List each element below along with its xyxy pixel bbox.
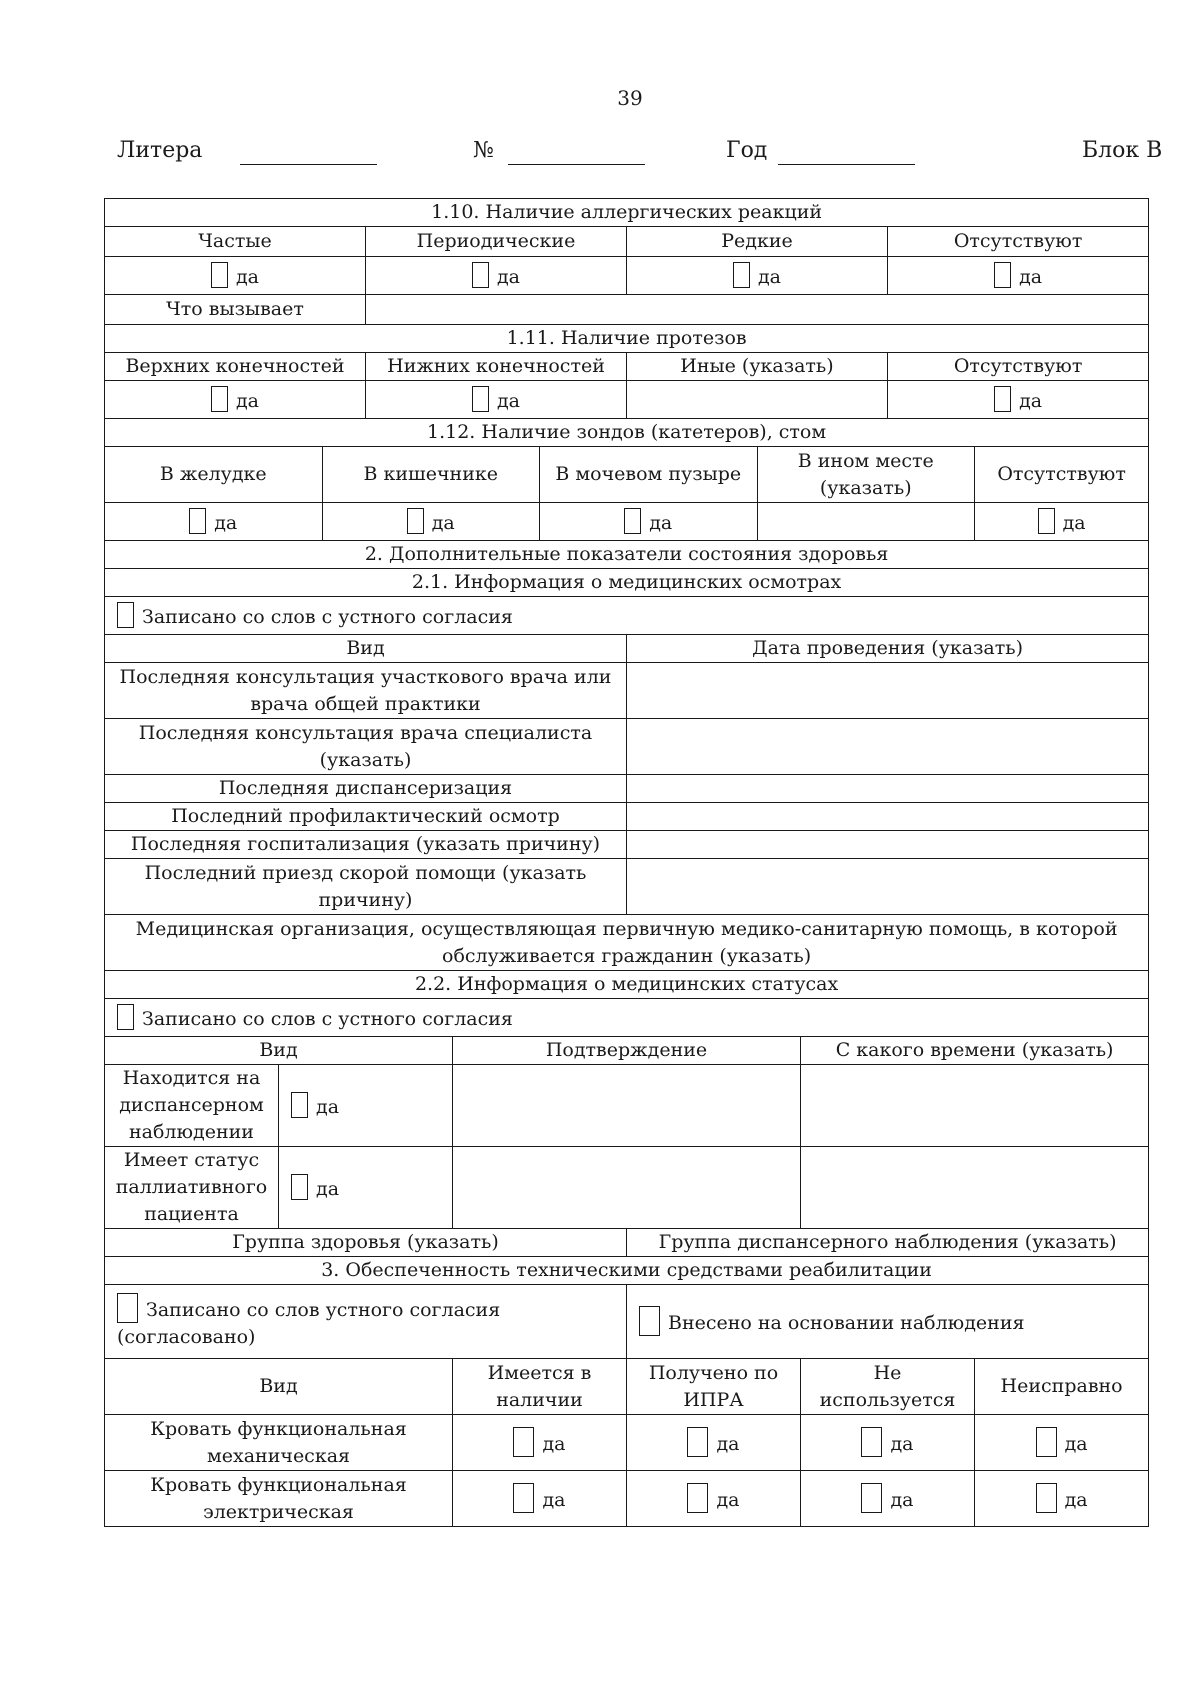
- allergy-absent-cell: [888, 257, 1149, 295]
- allergy-periodic-cell: [366, 257, 627, 295]
- exams-header-row: [105, 635, 1149, 663]
- year-input[interactable]: [778, 164, 915, 165]
- checkbox-label: да: [542, 1489, 566, 1511]
- litera-label: Литера: [117, 138, 203, 163]
- statuses-section-title: 2.2. Информация о медицинских статусах: [105, 971, 1149, 999]
- checkbox-label: да: [496, 265, 521, 288]
- statuses-consent-cell: [105, 999, 1149, 1037]
- prosthesis-lower-cell: [366, 381, 627, 419]
- prosthesis-checkbox-row: [105, 381, 1149, 419]
- exams-row: [105, 859, 1149, 915]
- checkbox-label: да: [649, 511, 673, 534]
- checkbox-label: да: [1064, 1433, 1088, 1455]
- probes-stomach-checkbox[interactable]: [189, 508, 206, 534]
- probes-absent-checkbox[interactable]: [1038, 508, 1055, 534]
- rehab-faulty-cell: [975, 1471, 1149, 1527]
- rehab-section-title-row: [105, 1257, 1149, 1285]
- allergy-frequent-cell: [105, 257, 366, 295]
- exams-col-date: Дата проведения (указать): [627, 635, 1149, 663]
- exams-row-date-input[interactable]: [627, 719, 1149, 775]
- prosthesis-section-title: 1.11. Наличие протезов: [105, 325, 1149, 353]
- allergy-rare-cell: [627, 257, 888, 295]
- allergy-col-absent: Отсутствуют: [888, 227, 1149, 257]
- statuses-col-since: С какого времени (указать): [801, 1037, 1149, 1065]
- rehab-unused-checkbox[interactable]: [861, 1483, 882, 1513]
- rehab-available-checkbox[interactable]: [513, 1483, 534, 1513]
- statuses-since-input[interactable]: [801, 1147, 1149, 1229]
- dispensary-group-field[interactable]: Группа диспансерного наблюдения (указать): [627, 1229, 1149, 1257]
- checkbox-label: да: [496, 389, 521, 412]
- checkbox-label: да: [757, 265, 782, 288]
- exams-consent-label: Записано со слов с устного согласия: [142, 605, 513, 628]
- rehab-received-checkbox[interactable]: [687, 1427, 708, 1457]
- checkbox-label: да: [235, 265, 260, 288]
- probes-stomach-cell: [105, 503, 323, 541]
- probes-bladder-cell: [540, 503, 758, 541]
- rehab-consent-row: [105, 1285, 1149, 1359]
- prosthesis-col-other: Иные (указать): [627, 353, 888, 381]
- rehab-col-faulty: Неисправно: [975, 1359, 1149, 1415]
- probes-col-bladder: В мочевом пузыре: [540, 447, 758, 503]
- probes-intestine-cell: [322, 503, 540, 541]
- exams-row: [105, 775, 1149, 803]
- number-input[interactable]: [508, 164, 645, 165]
- exams-row: [105, 663, 1149, 719]
- exams-row-label: Последняя госпитализация (указать причину): [105, 831, 627, 859]
- statuses-dispensary-checkbox[interactable]: [291, 1092, 308, 1118]
- rehab-faulty-cell: [975, 1415, 1149, 1471]
- allergy-section-title: 1.10. Наличие аллергических реакций: [105, 199, 1149, 227]
- checkbox-label: да: [716, 1433, 740, 1455]
- statuses-row: [105, 1065, 1149, 1147]
- statuses-confirm-cell: [279, 1147, 453, 1229]
- prosthesis-absent-checkbox[interactable]: [994, 386, 1011, 412]
- assessment-form-table: [104, 198, 1149, 1527]
- exams-section-title: 2.1. Информация о медицинских осмотрах: [105, 569, 1149, 597]
- allergy-checkbox-row: [105, 257, 1149, 295]
- allergy-cause-input[interactable]: [366, 295, 1149, 325]
- checkbox-label: да: [214, 511, 238, 534]
- probes-col-absent: Отсутствуют: [975, 447, 1149, 503]
- checkbox-label: да: [316, 1177, 340, 1200]
- statuses-confirm-cell: [279, 1065, 453, 1147]
- litera-input[interactable]: [240, 164, 377, 165]
- rehab-row: [105, 1471, 1149, 1527]
- rehab-received-checkbox[interactable]: [687, 1483, 708, 1513]
- probes-absent-cell: [975, 503, 1149, 541]
- rehab-col-unused: Не используется: [801, 1359, 975, 1415]
- exams-row-date-input[interactable]: [627, 859, 1149, 915]
- rehab-consent-oral-label: Записано со слов устного согласия: [146, 1298, 501, 1321]
- rehab-consent-observed-checkbox[interactable]: [639, 1306, 660, 1336]
- prosthesis-lower-checkbox[interactable]: [472, 386, 489, 412]
- allergy-cause-row: [105, 295, 1149, 325]
- exams-row-label: Последняя консультация участкового врача или врача общей практики: [105, 663, 627, 719]
- allergy-cause-label: Что вызывает: [105, 295, 366, 325]
- prosthesis-absent-cell: [888, 381, 1149, 419]
- statuses-header-row: [105, 1037, 1149, 1065]
- exams-consent-checkbox[interactable]: [117, 602, 134, 628]
- statuses-col-type: Вид: [105, 1037, 453, 1065]
- prosthesis-col-upper: Верхних конечностей: [105, 353, 366, 381]
- prosthesis-upper-cell: [105, 381, 366, 419]
- rehab-available-cell: [453, 1471, 627, 1527]
- rehab-available-cell: [453, 1415, 627, 1471]
- checkbox-label: да: [542, 1433, 566, 1455]
- rehab-consent-oral-note: (согласовано): [117, 1325, 256, 1348]
- exams-row-label: Последняя диспансеризация: [105, 775, 627, 803]
- statuses-confirm-spacer: [453, 1147, 801, 1229]
- health-section-title: 2. Дополнительные показатели состояния здоровья: [105, 541, 1149, 569]
- probes-col-stomach: В желудке: [105, 447, 323, 503]
- rehab-col-received: Получено по ИПРА: [627, 1359, 801, 1415]
- exams-row-label: Последняя консультация врача специалиста (указать): [105, 719, 627, 775]
- rehab-row-label: Кровать функциональная электрическая: [105, 1471, 453, 1527]
- statuses-confirm-spacer: [453, 1065, 801, 1147]
- checkbox-label: да: [890, 1433, 914, 1455]
- statuses-consent-row: [105, 999, 1149, 1037]
- allergy-col-frequent: Частые: [105, 227, 366, 257]
- rehab-consent-oral-checkbox[interactable]: [117, 1293, 138, 1323]
- exams-organization-field[interactable]: Медицинская организация, осуществляющая первичную медико-санитарную помощь, в которой обслуживается гражданин (указать): [105, 915, 1149, 971]
- rehab-received-cell: [627, 1415, 801, 1471]
- exams-row: [105, 803, 1149, 831]
- rehab-col-available: Имеется в наличии: [453, 1359, 627, 1415]
- allergy-col-periodic: Периодические: [366, 227, 627, 257]
- statuses-consent-checkbox[interactable]: [117, 1004, 134, 1030]
- probes-other-input[interactable]: [757, 503, 975, 541]
- exams-row: [105, 831, 1149, 859]
- statuses-section-title-row: [105, 971, 1149, 999]
- exams-col-type: Вид: [105, 635, 627, 663]
- rehab-faulty-checkbox[interactable]: [1036, 1483, 1057, 1513]
- allergy-header-row: [105, 227, 1149, 257]
- exams-row-date-input[interactable]: [627, 831, 1149, 859]
- statuses-since-input[interactable]: [801, 1065, 1149, 1147]
- allergy-col-rare: Редкие: [627, 227, 888, 257]
- exams-row: [105, 719, 1149, 775]
- rehab-unused-cell: [801, 1415, 975, 1471]
- allergy-absent-checkbox[interactable]: [994, 262, 1011, 288]
- checkbox-label: да: [316, 1095, 340, 1118]
- statuses-row: [105, 1147, 1149, 1229]
- checkbox-label: да: [1062, 511, 1086, 534]
- prosthesis-col-lower: Нижних конечностей: [366, 353, 627, 381]
- probes-checkbox-row: [105, 503, 1149, 541]
- exams-organization-row: [105, 915, 1149, 971]
- block-label: Блок В: [1082, 138, 1163, 163]
- exams-row-label: Последний профилактический осмотр: [105, 803, 627, 831]
- rehab-col-type: Вид: [105, 1359, 453, 1415]
- allergy-rare-checkbox[interactable]: [733, 262, 750, 288]
- rehab-available-checkbox[interactable]: [513, 1427, 534, 1457]
- probes-bladder-checkbox[interactable]: [624, 508, 641, 534]
- exams-row-date-input[interactable]: [627, 803, 1149, 831]
- exams-row-date-input[interactable]: [627, 775, 1149, 803]
- checkbox-label: да: [1019, 265, 1043, 288]
- probes-section-title: 1.12. Наличие зондов (катетеров), стом: [105, 419, 1149, 447]
- statuses-row-label: Находится на диспансерном наблюдении: [105, 1065, 279, 1147]
- exams-row-date-input[interactable]: [627, 663, 1149, 719]
- allergy-section-title-row: [105, 199, 1149, 227]
- page-number: 39: [617, 86, 643, 110]
- allergy-frequent-checkbox[interactable]: [211, 262, 228, 288]
- probes-header-row: [105, 447, 1149, 503]
- rehab-consent-observed-cell: [627, 1285, 1149, 1359]
- statuses-row-label: Имеет статус паллиативного пациента: [105, 1147, 279, 1229]
- statuses-palliative-checkbox[interactable]: [291, 1174, 308, 1200]
- rehab-received-cell: [627, 1471, 801, 1527]
- prosthesis-section-title-row: [105, 325, 1149, 353]
- rehab-header-row: [105, 1359, 1149, 1415]
- probes-intestine-checkbox[interactable]: [407, 508, 424, 534]
- rehab-row: [105, 1415, 1149, 1471]
- rehab-section-title: 3. Обеспеченность техническими средствами реабилитации: [105, 1257, 1149, 1285]
- exams-row-label: Последний приезд скорой помощи (указать причину): [105, 859, 627, 915]
- rehab-faulty-checkbox[interactable]: [1036, 1427, 1057, 1457]
- prosthesis-upper-checkbox[interactable]: [211, 386, 228, 412]
- probes-section-title-row: [105, 419, 1149, 447]
- statuses-consent-label: Записано со слов с устного согласия: [142, 1007, 513, 1030]
- allergy-periodic-checkbox[interactable]: [472, 262, 489, 288]
- exams-consent-cell: [105, 597, 1149, 635]
- health-section-title-row: [105, 541, 1149, 569]
- rehab-consent-oral-cell: [105, 1285, 627, 1359]
- prosthesis-header-row: [105, 353, 1149, 381]
- health-group-field[interactable]: Группа здоровья (указать): [105, 1229, 627, 1257]
- probes-col-other: В ином месте (указать): [757, 447, 975, 503]
- checkbox-label: да: [1019, 389, 1043, 412]
- exams-section-title-row: [105, 569, 1149, 597]
- rehab-consent-observed-label: Внесено на основании наблюдения: [668, 1312, 1025, 1334]
- probes-col-intestine: В кишечнике: [322, 447, 540, 503]
- statuses-col-confirm: Подтверждение: [453, 1037, 801, 1065]
- checkbox-label: да: [716, 1489, 740, 1511]
- checkbox-label: да: [890, 1489, 914, 1511]
- rehab-unused-checkbox[interactable]: [861, 1427, 882, 1457]
- number-label: №: [473, 138, 494, 163]
- exams-consent-row: [105, 597, 1149, 635]
- checkbox-label: да: [235, 389, 260, 412]
- prosthesis-col-absent: Отсутствуют: [888, 353, 1149, 381]
- rehab-unused-cell: [801, 1471, 975, 1527]
- rehab-row-label: Кровать функциональная механическая: [105, 1415, 453, 1471]
- checkbox-label: да: [431, 511, 455, 534]
- prosthesis-other-input[interactable]: [627, 381, 888, 419]
- checkbox-label: да: [1064, 1489, 1088, 1511]
- statuses-groups-row: [105, 1229, 1149, 1257]
- year-label: Год: [726, 138, 768, 163]
